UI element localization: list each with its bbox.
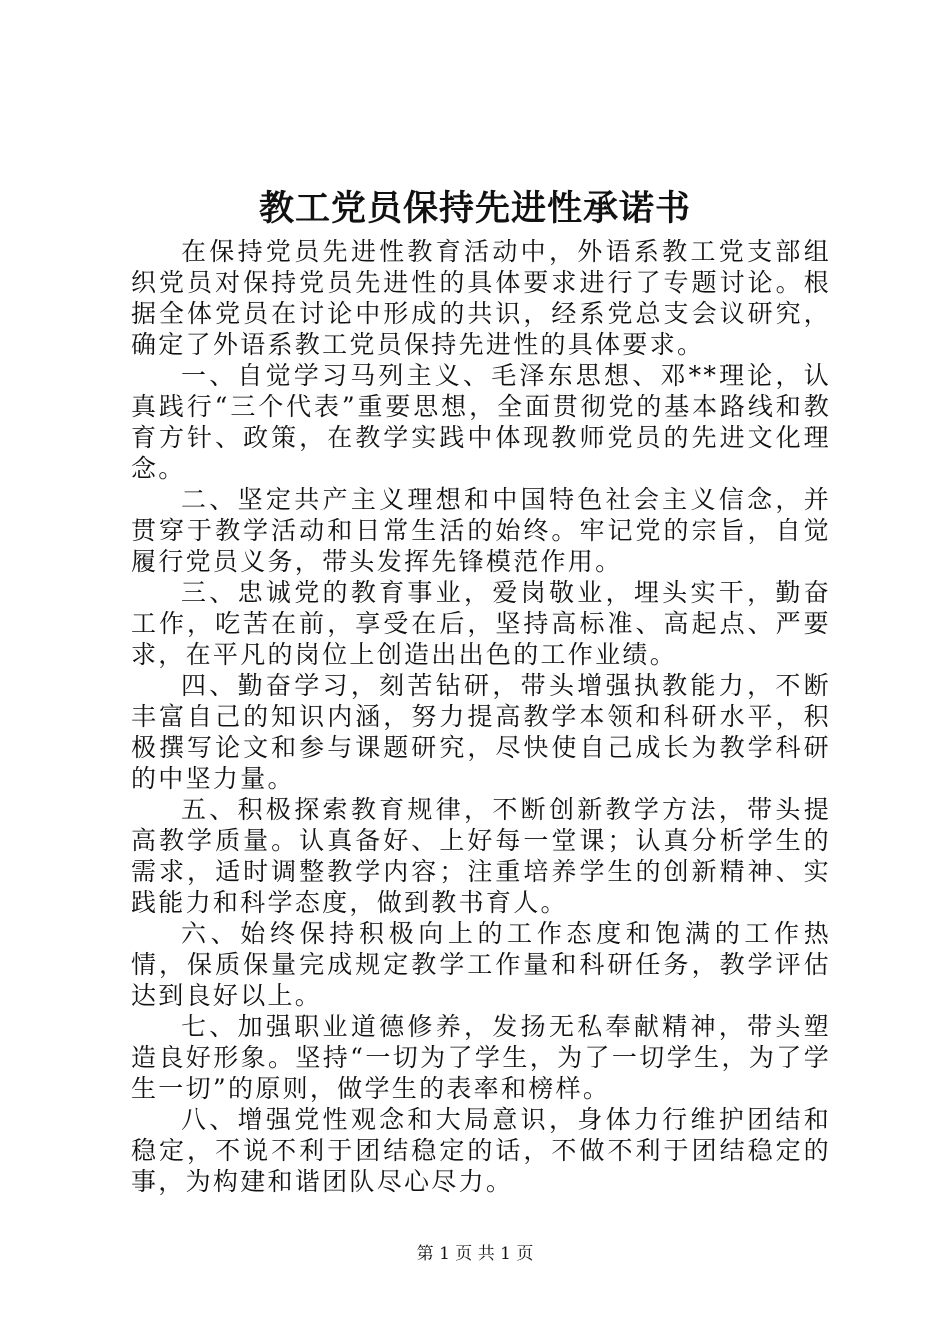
paragraph-item-8: 八、增强党性观念和大局意识，身体力行维护团结和稳定，不说不利于团结稳定的话，不做不利于团结稳定的事，为构建和谐团队尽心尽力。 (131, 1105, 831, 1196)
document-title: 教工党员保持先进性承诺书 (258, 188, 691, 229)
page-number-footer: 第 1 页 共 1 页 (416, 1244, 534, 1264)
paragraph-intro: 在保持党员先进性教育活动中，外语系教工党支部组织党员对保持党员先进性的具体要求进行了专题讨论。根据全体党员在讨论中形成的共识，经系党总支会议研究，确定了外语系教工党员保持先进性的具体要求。 (131, 237, 831, 359)
paragraph-item-3: 三、忠诚党的教育事业，爱岗敬业，埋头实干，勤奋工作，吃苦在前，享受在后，坚持高标准、高起点、严要求，在平凡的岗位上创造出出色的工作业绩。 (131, 578, 831, 669)
paragraph-item-4: 四、勤奋学习，刻苦钻研，带头增强执教能力，不断丰富自己的知识内涵，努力提高教学本领和科研水平，积极撰写论文和参与课题研究，尽快使自己成长为教学科研的中坚力量。 (131, 671, 831, 793)
paragraph-item-5: 五、积极探索教育规律，不断创新教学方法，带头提高教学质量。认真备好、上好每一堂课；认真分析学生的需求，适时调整教学内容；注重培养学生的创新精神、实践能力和科学态度，做到教书育人。 (131, 795, 831, 917)
paragraph-item-2: 二、坚定共产主义理想和中国特色社会主义信念，并贯穿于教学活动和日常生活的始终。牢记党的宗旨，自觉履行党员义务，带头发挥先锋模范作用。 (131, 485, 831, 576)
paragraph-item-7: 七、加强职业道德修养，发扬无私奉献精神，带头塑造良好形象。坚持“一切为了学生，为了一切学生，为了学生一切”的原则，做学生的表率和榜样。 (131, 1012, 831, 1103)
paragraph-item-6: 六、始终保持积极向上的工作态度和饱满的工作热情，保质保量完成规定教学工作量和科研任务，教学评估达到良好以上。 (131, 919, 831, 1010)
paragraph-item-1: 一、自觉学习马列主义、毛泽东思想、邓**理论，认真践行“三个代表”重要思想，全面贯彻党的基本路线和教育方针、政策，在教学实践中体现教师党员的先进文化理念。 (131, 361, 831, 483)
document-body (131, 236, 831, 1197)
